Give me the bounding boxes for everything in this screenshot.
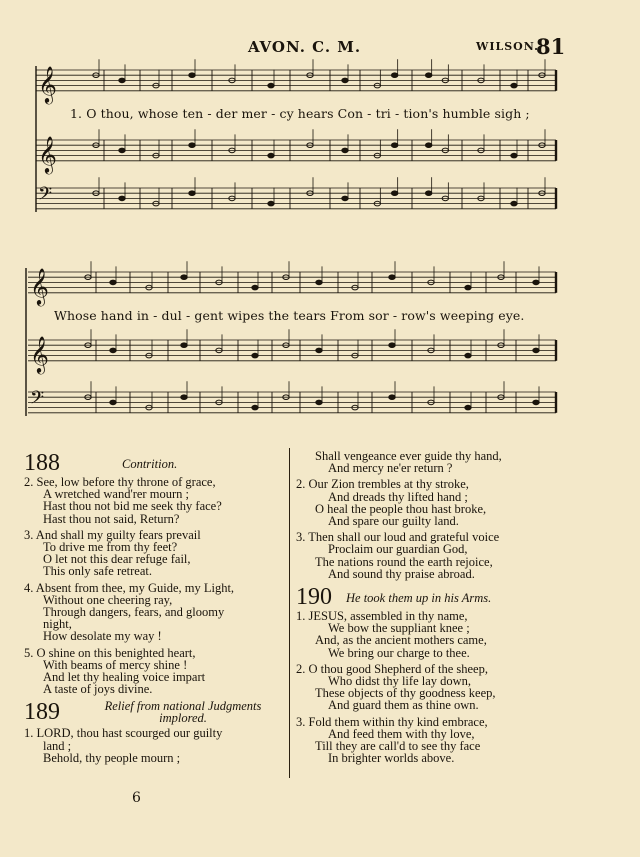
treble-clef: 𝄞 bbox=[38, 64, 57, 103]
note-head bbox=[316, 348, 322, 353]
hymn-190-header bbox=[296, 584, 558, 610]
stanza bbox=[296, 531, 558, 580]
hymn-number: 189 bbox=[24, 699, 60, 726]
verse-line: These objects of thy goodness keep, bbox=[315, 686, 496, 701]
verse-line: And feed them with thy love, bbox=[328, 726, 475, 741]
verse-line: We bring our charge to thee. bbox=[328, 645, 470, 660]
stanza bbox=[24, 529, 282, 578]
lyric-line-1: 1. O thou, whose ten - der mer - cy hears Con - tri - tion's humble sigh ; bbox=[70, 106, 530, 121]
verse-line: A taste of joys divine. bbox=[43, 682, 153, 697]
note-head bbox=[511, 153, 517, 158]
verse-line: Behold, thy people mourn ; bbox=[43, 750, 181, 765]
verse-line: We bow the suppliant knee ; bbox=[328, 621, 470, 636]
bass-clef: 𝄢 bbox=[30, 387, 45, 413]
stanza bbox=[296, 663, 558, 712]
verse-line: night, bbox=[43, 617, 72, 632]
verse-line: 2. O thou good Shepherd of the sheep, bbox=[296, 661, 488, 676]
note-head bbox=[465, 405, 471, 410]
note-head bbox=[511, 201, 517, 206]
composer-name: WILSON. bbox=[476, 40, 539, 53]
verse-line: This only safe retreat. bbox=[43, 564, 152, 579]
hymn-title bbox=[80, 700, 286, 724]
verse-line: Till they are call'd to see thy face bbox=[315, 739, 481, 754]
verse-line: In brighter worlds above. bbox=[328, 751, 455, 766]
verse-line: And dreads thy lifted hand ; bbox=[328, 489, 468, 504]
treble-clef: 𝄞 bbox=[30, 266, 49, 305]
note-head bbox=[391, 191, 397, 196]
verse-line: The nations round the earth rejoice, bbox=[315, 554, 493, 569]
note-head bbox=[389, 395, 395, 400]
verse-line: 5. O shine on this benighted heart, bbox=[24, 645, 196, 660]
note-head bbox=[181, 275, 187, 280]
note-head bbox=[533, 348, 539, 353]
verse-line: And mercy ne'er return ? bbox=[328, 461, 453, 476]
note-head bbox=[119, 78, 125, 83]
stanza bbox=[296, 716, 558, 765]
stanza bbox=[296, 610, 558, 659]
verse-line: Without one cheering ray, bbox=[43, 592, 173, 607]
note-head bbox=[189, 191, 195, 196]
note-head bbox=[391, 73, 397, 78]
note-head bbox=[181, 343, 187, 348]
note-head bbox=[316, 400, 322, 405]
note-head bbox=[391, 143, 397, 148]
note-head bbox=[268, 201, 274, 206]
verse-line: And, as the ancient mothers came, bbox=[315, 633, 487, 648]
stanza bbox=[24, 582, 282, 643]
treble-clef: 𝄞 bbox=[38, 134, 57, 173]
verse-line: Hast thou not said, Return? bbox=[43, 511, 180, 526]
verse-line: land ; bbox=[43, 738, 72, 753]
note-head bbox=[511, 83, 517, 88]
note-head bbox=[389, 275, 395, 280]
hymn-title: He took them up in his Arms. bbox=[346, 591, 492, 606]
hymn-title-line: implored. bbox=[159, 711, 207, 726]
note-head bbox=[252, 353, 258, 358]
hymn-title: Contrition. bbox=[122, 457, 178, 471]
verse-line: Shall vengeance ever guide thy hand, bbox=[315, 449, 502, 463]
note-head bbox=[110, 348, 116, 353]
note-head bbox=[425, 143, 431, 148]
lyric-line-2: Whose hand in - dul - gent wipes the tears From sor - row's weeping eye. bbox=[54, 308, 525, 323]
hymn-189-header bbox=[24, 699, 282, 727]
left-column bbox=[24, 450, 282, 768]
verse-line: And sound thy praise abroad. bbox=[328, 566, 475, 581]
verse-line: O heal the people thou hast broke, bbox=[315, 501, 487, 516]
verse-line: Who didst thy life lay down, bbox=[328, 674, 472, 689]
note-head bbox=[252, 405, 258, 410]
note-head bbox=[119, 148, 125, 153]
treble-clef: 𝄞 bbox=[30, 334, 49, 373]
verse-line: 1. JESUS, assembled in thy name, bbox=[296, 609, 468, 624]
note-head bbox=[252, 285, 258, 290]
verse-line: 2. Our Zion trembles at thy stroke, bbox=[296, 477, 469, 492]
stanza bbox=[296, 450, 558, 474]
note-head bbox=[189, 73, 195, 78]
signature-mark: 6 bbox=[132, 790, 141, 806]
note-head bbox=[425, 73, 431, 78]
hymn-title-line: Relief from national Judgments bbox=[104, 699, 262, 714]
note-head bbox=[316, 280, 322, 285]
verse-line: To drive me from thy feet? bbox=[43, 540, 178, 555]
stanza bbox=[24, 727, 282, 764]
note-head bbox=[110, 400, 116, 405]
note-head bbox=[119, 196, 125, 201]
note-head bbox=[465, 353, 471, 358]
note-head bbox=[181, 395, 187, 400]
note-head bbox=[342, 148, 348, 153]
verse-line: 2. See, low before thy throne of grace, bbox=[24, 475, 216, 489]
verse-line: A wretched wand'rer mourn ; bbox=[43, 487, 189, 502]
note-head bbox=[465, 285, 471, 290]
tune-title: AVON. C. M. bbox=[248, 38, 362, 56]
hymn-number: 190 bbox=[296, 584, 332, 611]
verse-line: And let thy healing voice impart bbox=[43, 670, 206, 685]
note-head bbox=[268, 83, 274, 88]
hymn-188-header bbox=[24, 450, 282, 476]
stanza bbox=[24, 647, 282, 696]
verse-line: How desolate my way ! bbox=[43, 629, 162, 644]
stanza bbox=[24, 476, 282, 525]
note-head bbox=[110, 280, 116, 285]
bass-clef: 𝄢 bbox=[38, 183, 53, 209]
right-column bbox=[296, 450, 558, 768]
verse-line: Hast thou not bid me seek thy face? bbox=[43, 499, 222, 514]
verse-line: O let not this dear refuge fail, bbox=[43, 552, 191, 567]
verse-line: With beams of mercy shine ! bbox=[43, 657, 188, 672]
note-head bbox=[533, 400, 539, 405]
column-divider bbox=[289, 448, 290, 778]
verse-line: Through dangers, fears, and gloomy bbox=[43, 605, 225, 620]
note-head bbox=[389, 343, 395, 348]
stanza bbox=[296, 478, 558, 527]
verse-line: 3. Fold them within thy kind embrace, bbox=[296, 714, 488, 729]
note-head bbox=[189, 143, 195, 148]
verse-line: Proclaim our guardian God, bbox=[328, 542, 468, 557]
note-head bbox=[268, 153, 274, 158]
page-number: 81 bbox=[536, 34, 566, 59]
note-head bbox=[533, 280, 539, 285]
verse-line: 3. And shall my guilty fears prevail bbox=[24, 527, 201, 542]
verse-line: And spare our guilty land. bbox=[328, 514, 459, 529]
note-head bbox=[425, 191, 431, 196]
verse-line: 3. Then shall our loud and grateful voice bbox=[296, 530, 500, 545]
verse-line: 4. Absent from thee, my Guide, my Light, bbox=[24, 580, 235, 595]
verse-line: And guard them as thine own. bbox=[328, 698, 479, 713]
note-head bbox=[342, 78, 348, 83]
hymn-number: 188 bbox=[24, 450, 60, 476]
verse-line: 1. LORD, thou hast scourged our guilty bbox=[24, 726, 223, 741]
note-head bbox=[342, 196, 348, 201]
